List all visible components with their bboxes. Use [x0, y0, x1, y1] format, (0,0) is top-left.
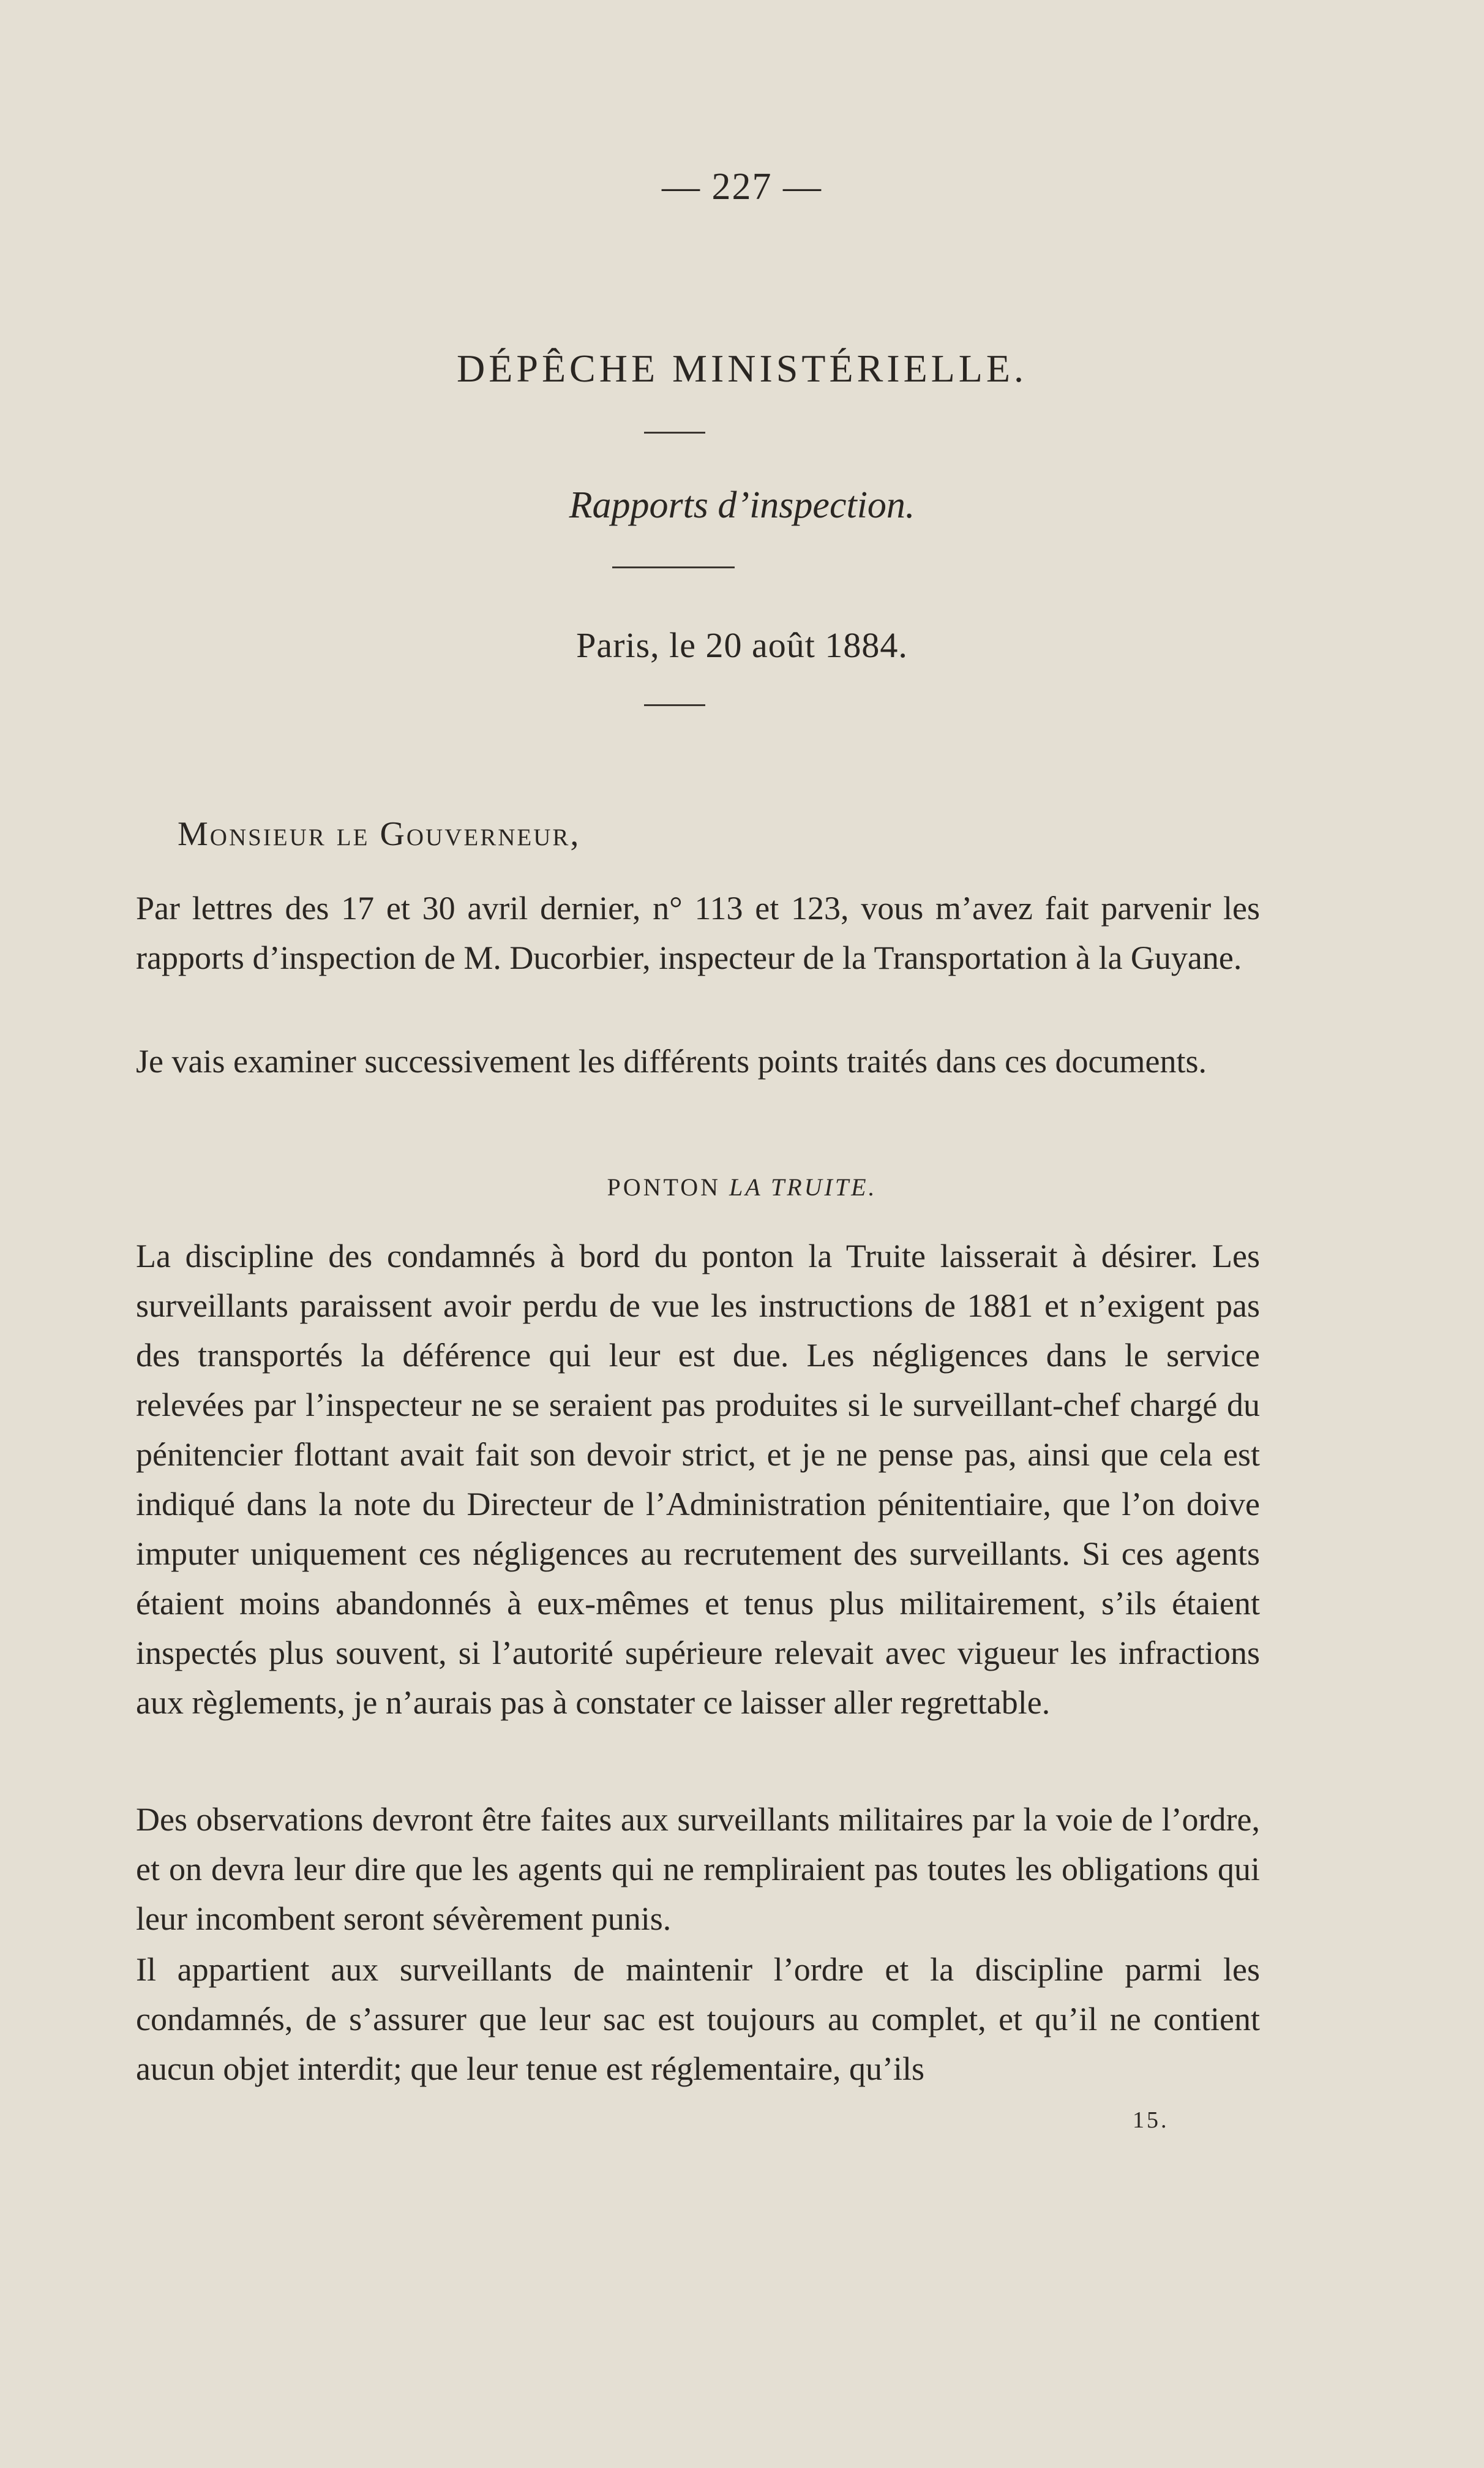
dateline: Paris, le 20 août 1884. — [576, 625, 908, 665]
separator-rule — [612, 566, 735, 568]
section-heading — [0, 1173, 1484, 1202]
separator-rule — [644, 432, 705, 434]
section-heading-italic: LA TRUITE. — [729, 1173, 877, 1201]
body-paragraph — [136, 1232, 1260, 1728]
paragraph-text: Je vais examiner successivement les différents points traités dans ces documents. — [136, 1043, 1207, 1080]
paragraph-text: Il appartient aux surveillants de maintenir l’ordre et la discipline parmi les condamnés, de s’assurer que leur sac est toujours au complet, et qu’il ne contient aucun objet interdit; que leur tenue est réglementaire, qu’ils — [136, 1951, 1260, 2087]
page-number: — 227 — — [662, 166, 822, 208]
document-subtitle: Rapports d’inspection. — [569, 484, 915, 526]
salutation: Monsieur le Gouverneur, — [178, 815, 581, 853]
document-title: DÉPÊCHE MINISTÉRIELLE. — [457, 347, 1027, 390]
paragraph-text: Des observations devront être faites aux surveillants militaires par la voie de l’ordre, et on devra leur dire que les agents qui ne rempliraient pas toutes les obligations qui leur incombent seront sévèrement punis. — [136, 1801, 1260, 1937]
body-paragraph — [136, 1037, 1260, 1086]
paragraph-text: La discipline des condamnés à bord du ponton la Truite laisserait à désirer. Les surveillants paraissent avoir perdu de vue les instructions de 1881 et n’exigent pas des transportés la déférence qui leur est due. Les négligences dans le service relevées par l’inspecteur ne se seraient pas produites si le surveillant-chef chargé du pénitencier flottant avait fait son devoir strict, et je ne pense pas, ainsi que cela est indiqué dans la note du Directeur de l’Administration pénitentiaire, que l’on doive imputer uniquement ces négligences au recrutement des surveillants. Si ces agents étaient moins abandonnés à eux-mêmes et tenus plus militairement, s’ils étaient inspectés plus souvent, si l’autorité supérieure relevait avec vigueur les infractions aux règlements, je n’aurais pas à constater ce laisser aller regrettable. — [136, 1238, 1260, 1721]
body-paragraph — [136, 884, 1260, 983]
separator-rule — [644, 704, 705, 706]
paragraph-text: Par lettres des 17 et 30 avril dernier, n° 113 et 123, vous m’avez fait parvenir les rapports d’inspection de M. Ducorbier, inspecteur de la Transportation à la Guyane. — [136, 890, 1260, 976]
signature-mark: 15. — [1133, 2107, 1169, 2133]
body-paragraph — [136, 1795, 1260, 1944]
body-paragraph — [136, 1945, 1260, 2094]
section-heading-prefix: PONTON — [607, 1173, 729, 1201]
